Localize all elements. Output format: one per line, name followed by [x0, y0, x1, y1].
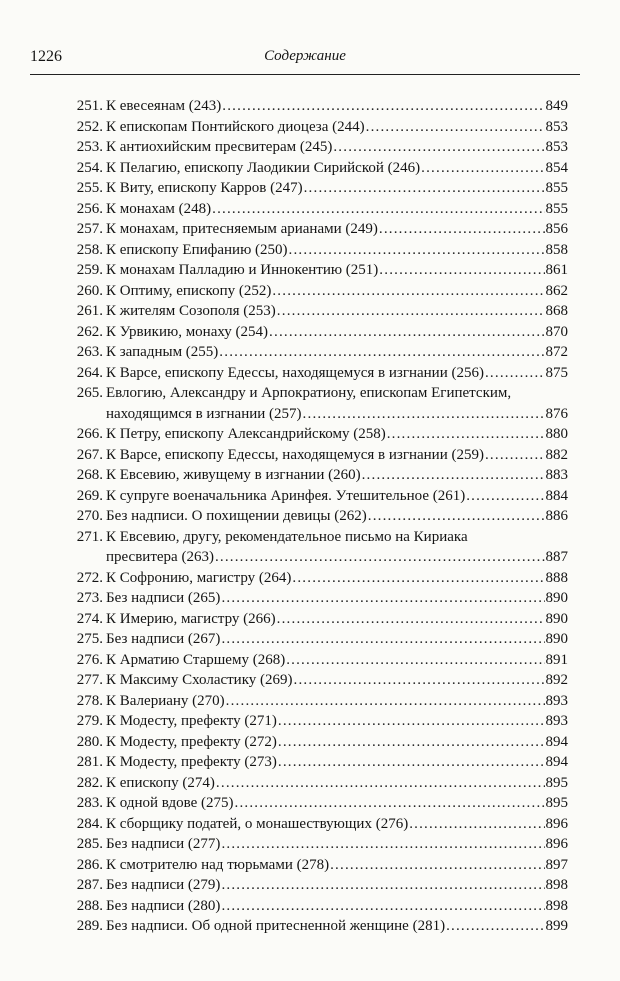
toc-entry-title: Без надписи (265) — [106, 590, 221, 606]
toc-entry-line — [106, 916, 568, 937]
dot-leader — [219, 342, 544, 363]
toc-entry-line — [106, 609, 568, 630]
toc-entry-number: 270. — [76, 508, 103, 524]
toc-entry-title: К Евсевию, живущему в изгнании (260) — [106, 467, 361, 483]
dot-leader — [409, 814, 544, 835]
toc-entry-page: 853 — [545, 139, 568, 155]
toc-entry-number: 286. — [76, 856, 103, 873]
toc-entry-title: К монахам (248) — [106, 200, 212, 217]
toc-entry — [62, 424, 568, 445]
toc-entry-page: 890 — [545, 610, 568, 627]
toc-entry-page: 894 — [545, 733, 568, 750]
dot-leader — [485, 363, 545, 384]
toc-entry-number: 280. — [76, 733, 103, 750]
toc-entry-line — [106, 875, 568, 896]
toc-entry — [62, 609, 568, 630]
dot-leader — [216, 773, 545, 794]
toc-entry-line — [106, 506, 568, 527]
toc-entry-line — [106, 834, 568, 855]
toc-entry-title: К Петру, епископу Александрийскому (258) — [106, 426, 386, 442]
toc-entry-number: 256. — [76, 200, 103, 217]
toc-entry-line — [106, 486, 568, 507]
toc-entry-page: 893 — [545, 713, 568, 729]
toc-entry-number: 258. — [76, 241, 103, 258]
toc-entry-page: 849 — [545, 98, 568, 114]
toc-entry-number: 285. — [76, 836, 103, 852]
toc-entry-page: 862 — [545, 282, 568, 299]
toc-entry — [62, 137, 568, 158]
toc-entry-number: 260. — [76, 282, 103, 299]
toc-entry-page: 882 — [545, 446, 568, 463]
toc-entry-title-line: К Евсевию, другу, рекомендательное письмо на Кириака — [106, 528, 468, 545]
toc-entry-title: К Пелагию, епископу Лаодикии Сирийской (246) — [106, 159, 421, 176]
toc-entry — [62, 178, 568, 199]
dot-leader — [272, 281, 544, 302]
toc-entry-line — [106, 240, 568, 261]
dot-leader — [379, 260, 544, 281]
toc-entry-title: К смотрителю над тюрьмами (278) — [106, 856, 330, 873]
toc-entry-line — [106, 301, 568, 322]
toc-entry-page: 891 — [545, 651, 568, 668]
toc-entry-title: К Варсе, епископу Едессы, находящемуся в изгнании (256) — [106, 364, 484, 381]
toc-entry — [62, 527, 568, 568]
toc-entry-title-line: Евлогию, Александру и Арпократиону, епископам Египетским, — [106, 385, 512, 401]
toc-entry-line — [106, 199, 568, 220]
toc-entry-line — [106, 322, 568, 343]
toc-entry-title: К сборщику податей, о монашествующих (276) — [106, 815, 409, 832]
dot-leader — [212, 199, 544, 220]
toc-entry-page: 896 — [545, 815, 568, 832]
toc-entry-number: 266. — [76, 426, 103, 442]
toc-entry-number: 279. — [76, 713, 103, 729]
toc-entry-number: 273. — [76, 590, 103, 606]
page-header — [30, 42, 580, 72]
toc-entry-page: 876 — [545, 405, 568, 422]
toc-entry-number: 289. — [76, 918, 103, 934]
toc-entry — [62, 793, 568, 814]
page-number: 1226 — [30, 48, 62, 65]
toc-entry — [62, 711, 568, 732]
toc-entry-title: К евесеянам (243) — [106, 98, 222, 114]
toc-entry-number: 265. — [76, 385, 103, 401]
toc-entry-page: 890 — [545, 631, 568, 647]
dot-leader — [286, 650, 544, 671]
toc-entry-number: 282. — [76, 774, 103, 791]
toc-entry-title: К епископам Понтийского диоцеза (244) — [106, 118, 365, 135]
toc-entry-page: 899 — [545, 918, 568, 934]
toc-entry-number: 262. — [76, 323, 103, 340]
toc-entry-number: 274. — [76, 610, 103, 627]
toc-entry-line — [106, 568, 568, 589]
toc-entry — [62, 834, 568, 855]
toc-entry-number: 253. — [76, 139, 103, 155]
toc-entry-page: 895 — [545, 774, 568, 791]
toc-entry — [62, 732, 568, 753]
toc-entry-number: 272. — [76, 569, 103, 586]
toc-entry-title: Без надписи. О похищении девицы (262) — [106, 508, 367, 524]
toc-entry-page: 895 — [545, 795, 568, 811]
toc-entry-page: 880 — [545, 426, 568, 442]
toc-entry-line — [106, 691, 568, 712]
dot-leader — [289, 240, 545, 261]
toc-entry-line — [106, 96, 568, 117]
toc-entry — [62, 240, 568, 261]
toc-entry-number: 255. — [76, 180, 103, 196]
toc-entry-page: 868 — [545, 303, 568, 319]
dot-leader — [292, 568, 544, 589]
toc-entry — [62, 301, 568, 322]
dot-leader — [304, 178, 545, 199]
toc-entry-page: 893 — [545, 692, 568, 709]
dot-leader — [221, 834, 544, 855]
toc-entry — [62, 506, 568, 527]
toc-entry-number: 269. — [76, 487, 103, 504]
running-title: Содержание — [264, 48, 346, 64]
dot-leader — [269, 322, 544, 343]
toc-entry — [62, 199, 568, 220]
table-of-contents — [62, 96, 568, 937]
toc-entry-page: 887 — [545, 549, 568, 565]
toc-entry-number: 278. — [76, 692, 103, 709]
toc-entry — [62, 363, 568, 384]
toc-entry-line — [106, 137, 568, 158]
toc-entry — [62, 588, 568, 609]
toc-entry-page: 854 — [545, 159, 568, 176]
toc-entry — [62, 158, 568, 179]
toc-entry-page: 897 — [545, 856, 568, 873]
toc-entry-line — [106, 281, 568, 302]
dot-leader — [294, 670, 545, 691]
toc-entry-title: К одной вдове (275) — [106, 795, 234, 811]
dot-leader — [278, 711, 545, 732]
toc-entry-page: 856 — [545, 221, 568, 237]
toc-entry-number: 259. — [76, 262, 103, 278]
toc-entry-title: находящимся в изгнании (257) — [106, 405, 302, 422]
toc-entry-title: К Максиму Схоластику (269) — [106, 672, 293, 688]
dot-leader — [277, 301, 545, 322]
toc-entry-line — [106, 732, 568, 753]
dot-leader — [235, 793, 545, 814]
dot-leader — [277, 609, 545, 630]
toc-entry-title: Без надписи. Об одной притесненной женщине (281) — [106, 918, 446, 934]
toc-entry-number: 283. — [76, 795, 103, 811]
toc-entry — [62, 465, 568, 486]
toc-entry-line — [106, 178, 568, 199]
toc-entry-line — [106, 814, 568, 835]
toc-entry-line — [106, 363, 568, 384]
toc-entry — [62, 281, 568, 302]
toc-entry-title: К Варсе, епископу Едессы, находящемуся в изгнании (259) — [106, 446, 484, 463]
toc-entry — [62, 322, 568, 343]
toc-entry-title: К монахам Палладию и Иннокентию (251) — [106, 262, 379, 278]
toc-entry — [62, 773, 568, 794]
toc-entry-title: К епископу Епифанию (250) — [106, 241, 288, 258]
toc-entry-number: 268. — [76, 467, 103, 483]
toc-entry-title: К супруге военачальника Аринфея. Утешительное (261) — [106, 487, 466, 504]
toc-entry-line — [106, 404, 568, 425]
toc-entry-page: 898 — [545, 897, 568, 914]
toc-entry — [62, 916, 568, 937]
toc-entry — [62, 486, 568, 507]
dot-leader — [221, 896, 544, 917]
header-rule — [30, 74, 580, 75]
toc-entry-line — [106, 260, 568, 281]
toc-entry-line — [106, 465, 568, 486]
toc-entry — [62, 752, 568, 773]
dot-leader — [226, 691, 545, 712]
toc-entry-line — [106, 896, 568, 917]
toc-entry-title: К Арматию Старшему (268) — [106, 651, 286, 668]
dot-leader — [387, 424, 545, 445]
toc-entry-line — [106, 670, 568, 691]
toc-entry-title: К Виту, епископу Карров (247) — [106, 180, 303, 196]
toc-entry — [62, 117, 568, 138]
toc-entry-number: 277. — [76, 672, 103, 688]
toc-entry-number: 281. — [76, 754, 103, 770]
toc-entry-line — [106, 752, 568, 773]
toc-entry — [62, 670, 568, 691]
toc-entry-page: 883 — [545, 467, 568, 483]
dot-leader — [466, 486, 544, 507]
toc-entry-page: 855 — [545, 200, 568, 217]
toc-entry-page: 894 — [545, 754, 568, 770]
toc-entry-title: Без надписи (267) — [106, 631, 221, 647]
dot-leader — [222, 96, 544, 117]
toc-entry-title: К Модесту, префекту (271) — [106, 713, 277, 729]
dot-leader — [278, 752, 545, 773]
toc-entry-number: 264. — [76, 364, 103, 381]
toc-entry-title: К монахам, притесняемым арианами (249) — [106, 221, 378, 237]
toc-entry-line — [106, 547, 568, 568]
toc-entry — [62, 896, 568, 917]
toc-entry-number: 284. — [76, 815, 103, 832]
toc-entry-number: 287. — [76, 877, 103, 893]
toc-entry-page: 872 — [545, 344, 568, 360]
toc-entry-line — [106, 629, 568, 650]
toc-entry — [62, 445, 568, 466]
dot-leader — [362, 465, 545, 486]
toc-entry-title: К Софронию, магистру (264) — [106, 569, 292, 586]
toc-entry — [62, 650, 568, 671]
toc-entry-number: 288. — [76, 897, 103, 914]
toc-entry-page: 853 — [545, 118, 568, 135]
toc-entry-line — [106, 650, 568, 671]
toc-entry-page: 858 — [545, 241, 568, 258]
toc-entry-line — [106, 445, 568, 466]
toc-entry-line — [106, 219, 568, 240]
toc-entry-page: 888 — [545, 569, 568, 586]
toc-entry-number: 276. — [76, 651, 103, 668]
toc-entry-number: 271. — [76, 528, 103, 545]
toc-entry-page: 886 — [545, 508, 568, 524]
dot-leader — [330, 855, 544, 876]
toc-entry-line — [106, 793, 568, 814]
dot-leader — [379, 219, 545, 240]
toc-entry-title: Без надписи (279) — [106, 877, 221, 893]
toc-entry-title: К жителям Созополя (253) — [106, 303, 276, 319]
toc-entry — [62, 383, 568, 424]
toc-entry-number: 257. — [76, 221, 103, 237]
dot-leader — [278, 732, 545, 753]
dot-leader — [368, 506, 545, 527]
toc-entry-line — [106, 588, 568, 609]
toc-entry-title: Без надписи (277) — [106, 836, 221, 852]
toc-entry-page: 898 — [545, 877, 568, 893]
toc-entry-page: 884 — [545, 487, 568, 504]
toc-entry-title: Без надписи (280) — [106, 897, 221, 914]
dot-leader — [303, 404, 545, 425]
dot-leader — [421, 158, 544, 179]
toc-entry-number: 267. — [76, 446, 103, 463]
toc-entry-line — [106, 711, 568, 732]
toc-entry-title: К Оптиму, епископу (252) — [106, 282, 272, 299]
toc-entry-title: К западным (255) — [106, 344, 219, 360]
toc-entry-title: пресвитера (263) — [106, 549, 214, 565]
dot-leader — [215, 547, 545, 568]
toc-entry-line — [106, 158, 568, 179]
dot-leader — [446, 916, 544, 937]
toc-entry — [62, 814, 568, 835]
toc-entry-line — [106, 855, 568, 876]
toc-entry-line — [106, 117, 568, 138]
toc-entry — [62, 855, 568, 876]
toc-entry-title: К антиохийским пресвитерам (245) — [106, 139, 333, 155]
dot-leader — [485, 445, 545, 466]
toc-entry-title: К Модесту, префекту (272) — [106, 733, 277, 750]
toc-entry-title: К Модесту, префекту (273) — [106, 754, 277, 770]
toc-entry-line — [106, 773, 568, 794]
toc-entry — [62, 342, 568, 363]
toc-entry — [62, 219, 568, 240]
dot-leader — [221, 588, 544, 609]
toc-entry-title: К Урвикию, монаху (254) — [106, 323, 269, 340]
toc-entry-page: 870 — [545, 323, 568, 340]
toc-entry-line — [106, 342, 568, 363]
dot-leader — [366, 117, 545, 138]
toc-entry-number: 275. — [76, 631, 103, 647]
toc-entry — [62, 96, 568, 117]
toc-entry-number: 254. — [76, 159, 103, 176]
toc-entry-number: 263. — [76, 344, 103, 360]
toc-entry-title: К епископу (274) — [106, 774, 215, 791]
toc-entry — [62, 691, 568, 712]
toc-entry — [62, 260, 568, 281]
dot-leader — [333, 137, 544, 158]
toc-entry-number: 261. — [76, 303, 103, 319]
toc-entry-line — [106, 424, 568, 445]
dot-leader — [221, 875, 544, 896]
toc-entry-number: 252. — [76, 118, 103, 135]
toc-entry-page: 855 — [545, 180, 568, 196]
toc-entry-page: 861 — [545, 262, 568, 278]
toc-entry-page: 890 — [545, 590, 568, 606]
toc-entry — [62, 875, 568, 896]
toc-entry-number: 251. — [76, 98, 103, 114]
toc-entry-page: 896 — [545, 836, 568, 852]
dot-leader — [221, 629, 544, 650]
toc-entry-title: К Имерию, магистру (266) — [106, 610, 276, 627]
toc-entry-title: К Валериану (270) — [106, 692, 225, 709]
toc-entry — [62, 629, 568, 650]
toc-entry — [62, 568, 568, 589]
toc-entry-page: 875 — [545, 364, 568, 381]
toc-entry-page: 892 — [545, 672, 568, 688]
